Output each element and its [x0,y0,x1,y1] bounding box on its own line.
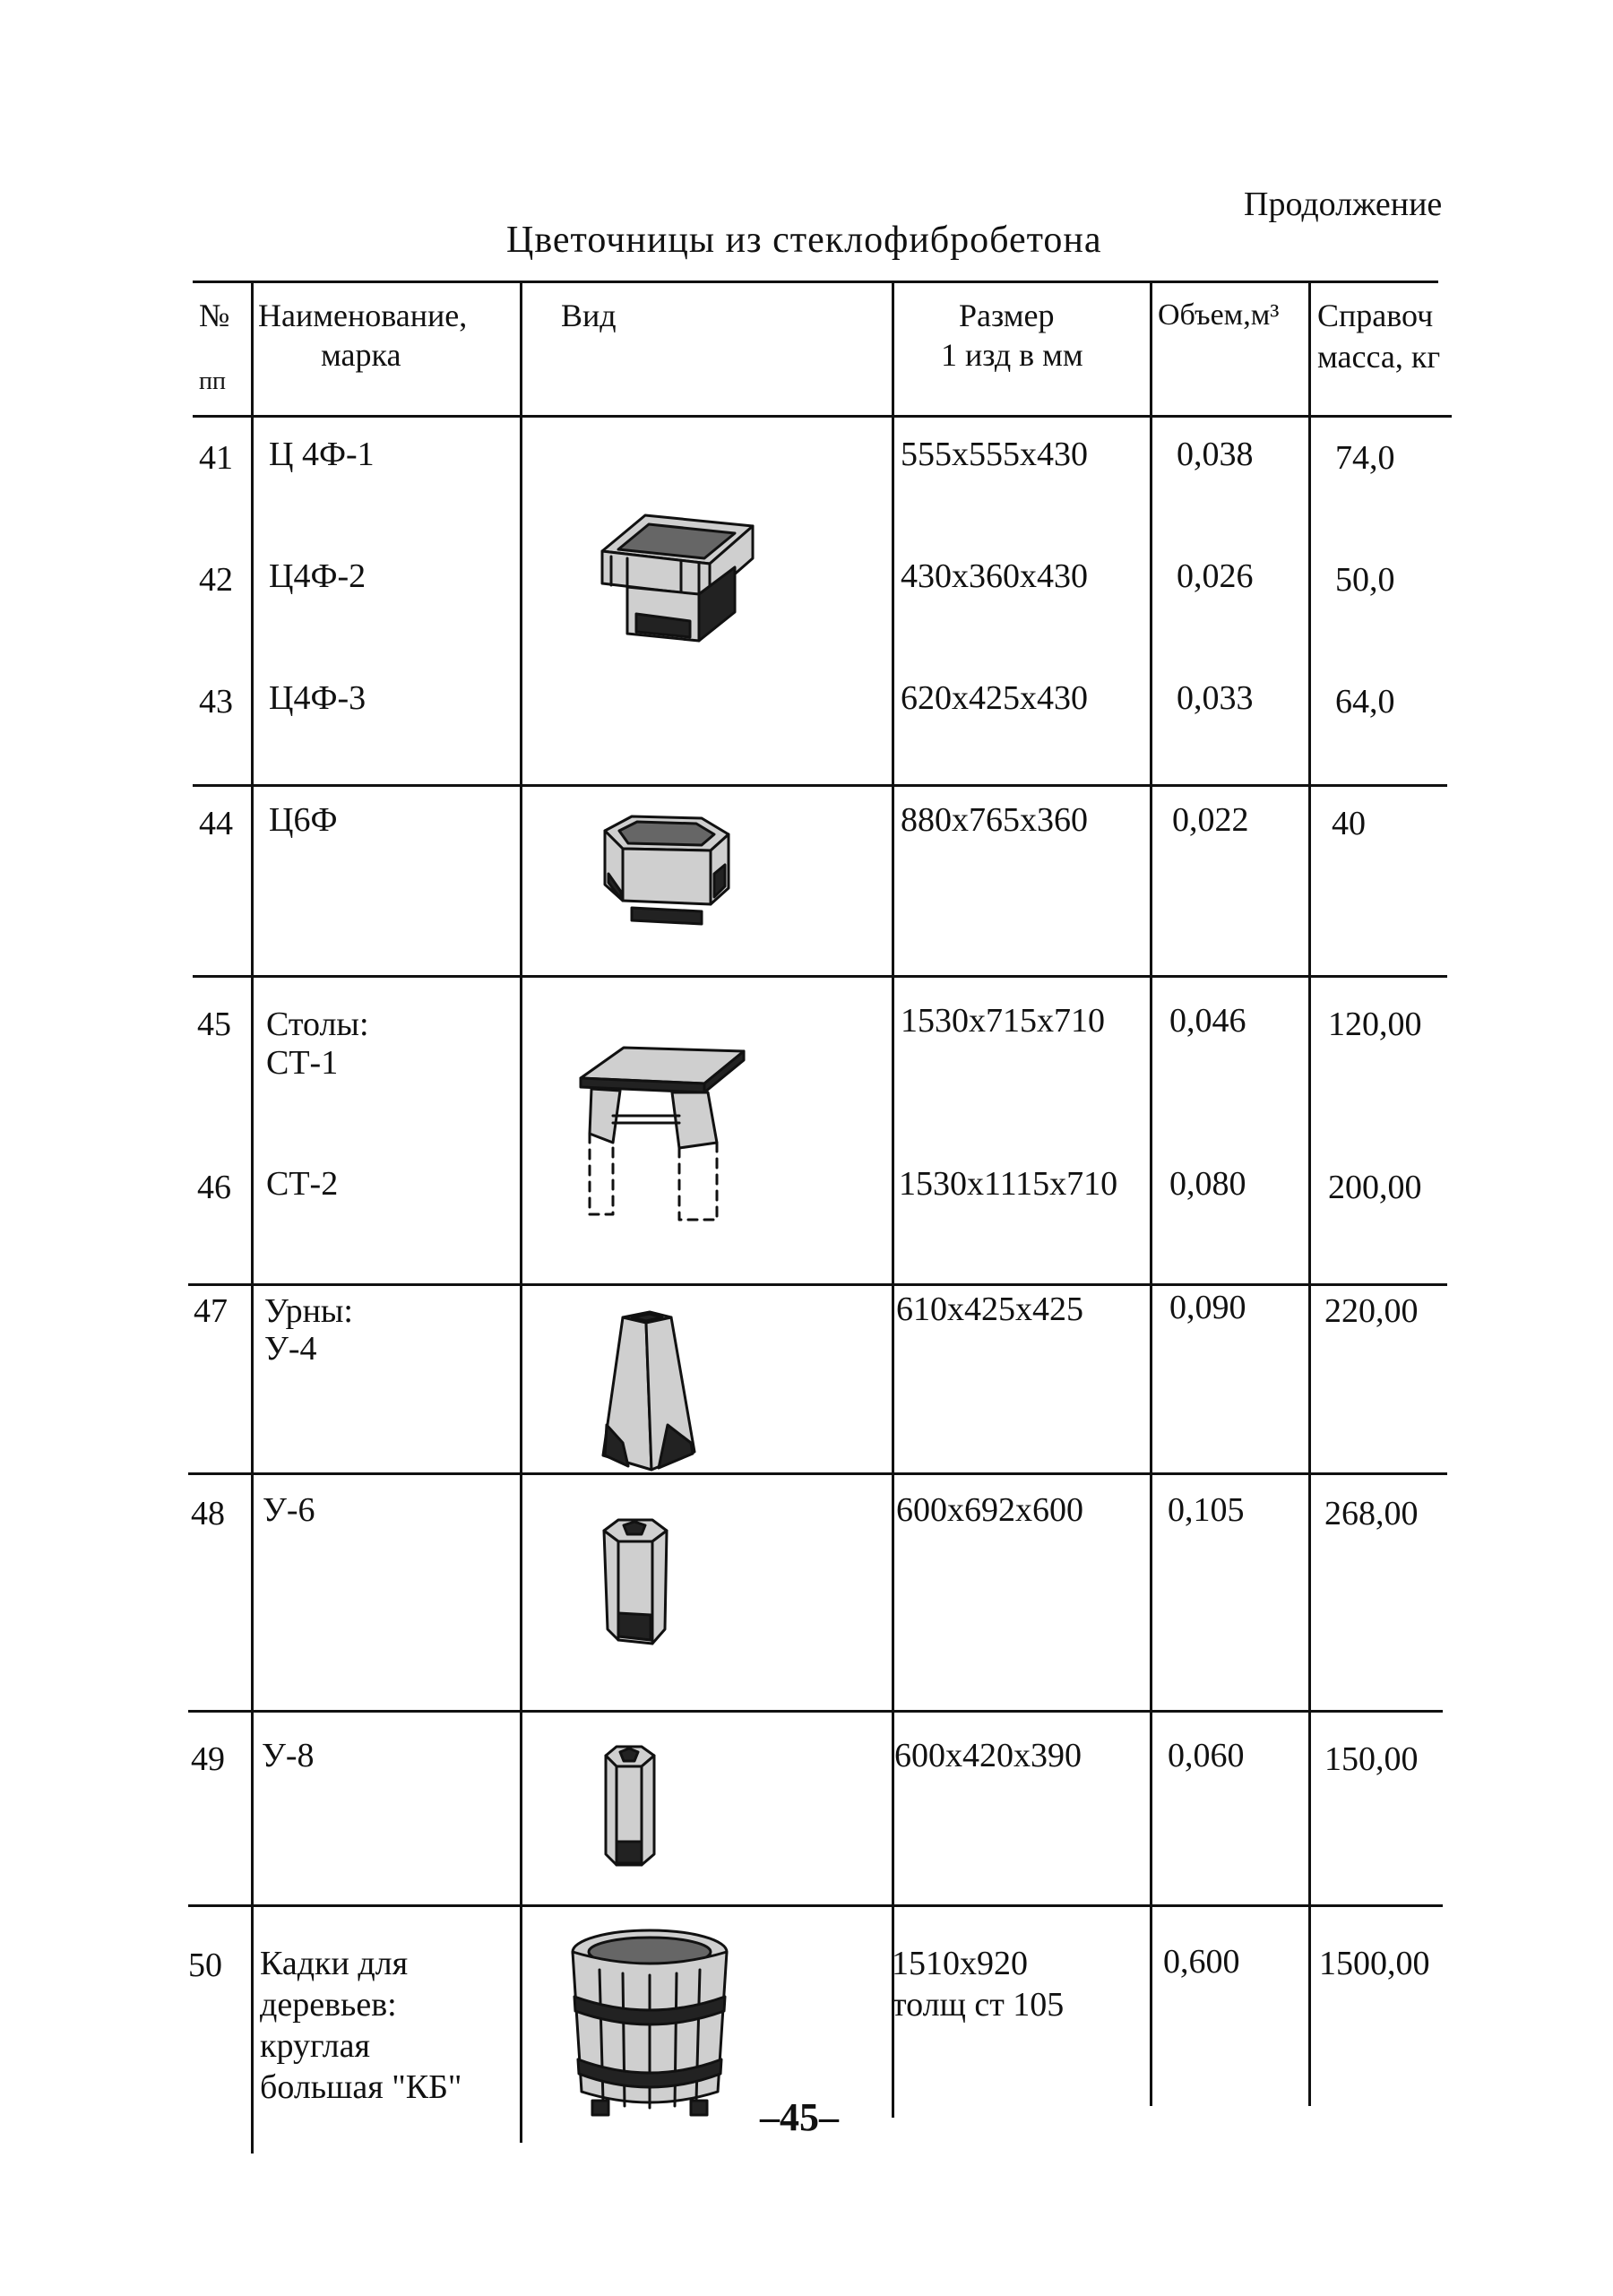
row-size: 1530х715х710 [901,1002,1105,1040]
row-volume: 0,038 [1177,436,1254,473]
hex-bin-illustration [599,1515,679,1649]
col-header-view: Вид [561,298,617,333]
row-name-sub: круглая [260,2027,370,2065]
col-header-name-sub: марка [321,337,401,373]
row-num: 45 [197,1006,231,1043]
row-size: 620х425х430 [901,679,1088,717]
row-size: 1530х1115х710 [899,1165,1118,1203]
row-name: У-6 [263,1491,315,1529]
col-header-size: Размер [959,298,1055,333]
row-size: 430х360х430 [901,557,1088,595]
row-name: Столы: [266,1006,369,1043]
row-size-sub: толщ ст 105 [892,1986,1065,2024]
row-rule [188,1472,1447,1475]
row-name: Ц6Ф [269,801,338,839]
row-name: Урны: [264,1292,353,1330]
col-header-volume: Объем,м³ [1158,298,1280,332]
row-mass: 220,00 [1324,1292,1419,1330]
row-mass: 200,00 [1328,1169,1422,1206]
col-divider [892,281,894,2118]
col-divider [1308,281,1311,2106]
row-num: 44 [199,805,233,842]
tapered-bin-illustration [596,1308,703,1474]
row-mass: 64,0 [1335,683,1395,721]
row-volume: 0,026 [1177,557,1254,595]
col-header-num: № [199,298,230,333]
row-num: 47 [194,1292,228,1330]
row-name: СТ-2 [266,1165,339,1203]
row-size: 880х765х360 [901,801,1088,839]
table-illustration [574,1044,753,1223]
page-title: Цветочницы из стеклофибробетона [506,220,1102,261]
hex-planter-illustration [596,811,739,937]
row-volume: 0,080 [1169,1165,1246,1203]
row-size: 555х555х430 [901,436,1088,473]
row-num: 49 [191,1740,225,1778]
page-number: –45– [760,2095,839,2139]
header-bottom-rule [193,415,1452,418]
row-volume: 0,060 [1168,1737,1245,1774]
col-header-name: Наименование, [258,298,468,333]
square-planter-illustration [591,497,762,650]
row-name: Кадки для [260,1945,409,1982]
row-mass: 1500,00 [1319,1945,1430,1982]
row-volume: 0,600 [1163,1943,1240,1981]
row-mass: 50,0 [1335,561,1395,599]
row-num: 43 [199,683,233,721]
row-name: Ц4Ф-3 [269,679,367,717]
row-volume: 0,046 [1169,1002,1246,1040]
row-volume: 0,033 [1177,679,1254,717]
col-divider [520,281,522,2143]
row-rule [188,1710,1443,1713]
row-size: 600х692х600 [896,1491,1083,1529]
narrow-bin-illustration [599,1743,670,1869]
row-num: 41 [199,439,233,477]
col-divider [1150,281,1152,2106]
col-header-num-sub: пп [199,367,226,395]
row-volume: 0,105 [1168,1491,1245,1529]
round-tub-illustration [560,1925,739,2118]
row-mass: 40 [1332,805,1366,842]
row-size: 610х425х425 [896,1290,1083,1328]
col-header-size-sub: 1 изд в мм [941,337,1083,373]
row-mass: 120,00 [1328,1006,1422,1043]
row-volume: 0,022 [1172,801,1249,839]
row-mass: 150,00 [1324,1740,1419,1778]
row-rule [188,1904,1443,1907]
row-name-sub: деревьев: [260,1986,397,2024]
row-name: У-8 [262,1737,315,1774]
row-num: 42 [199,561,233,599]
row-rule [193,975,1447,978]
row-mass: 268,00 [1324,1495,1419,1532]
table-top-rule [193,281,1438,283]
row-size: 600х420х390 [894,1737,1082,1774]
row-name-sub: большая "КБ" [260,2068,462,2106]
row-name: Ц4Ф-2 [269,557,367,595]
row-num: 48 [191,1495,225,1532]
row-name-sub: У-4 [264,1330,317,1368]
col-header-mass-sub: масса, кг [1317,339,1441,375]
continuation-label: Продолжение [1244,186,1443,223]
row-name-sub: СТ-1 [266,1044,339,1082]
row-size: 1510х920 [892,1945,1028,1982]
row-name: Ц 4Ф-1 [269,436,375,473]
row-rule [193,784,1447,787]
row-rule [188,1283,1447,1286]
row-num: 50 [188,1946,222,1984]
row-mass: 74,0 [1335,439,1395,477]
row-num: 46 [197,1169,231,1206]
col-header-mass: Справоч [1317,298,1434,333]
col-divider [251,281,254,2154]
row-volume: 0,090 [1169,1289,1246,1326]
